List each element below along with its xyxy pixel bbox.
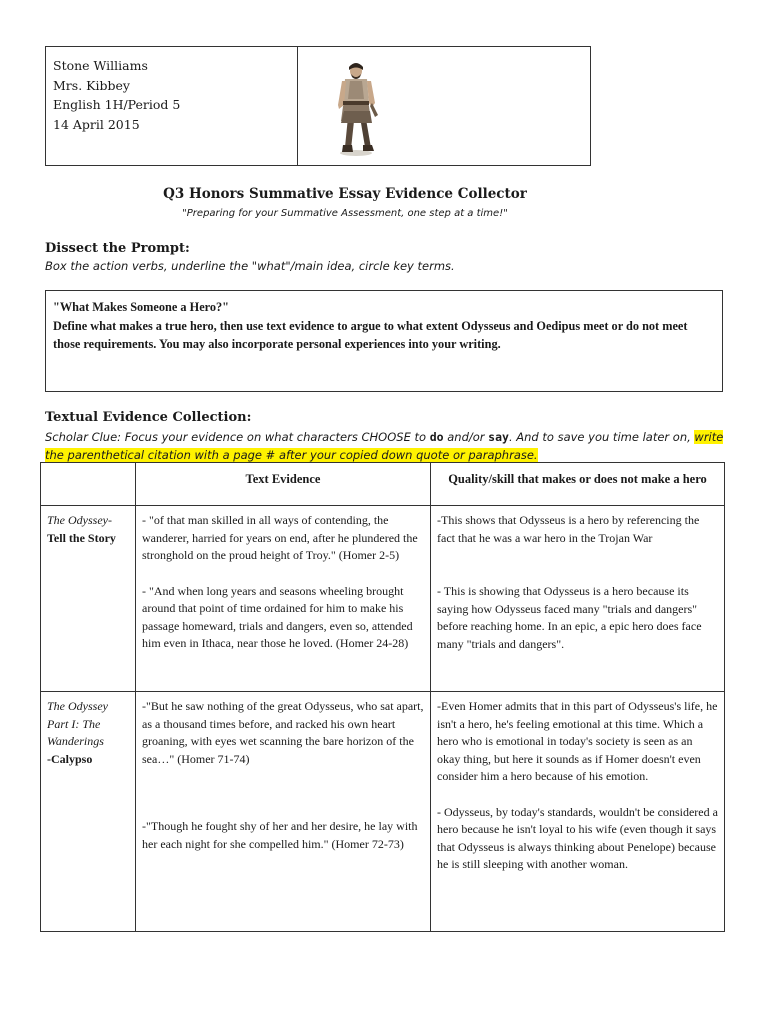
column-header-quality: Quality/skill that makes or does not make a hero — [431, 463, 725, 506]
scholar-clue — [45, 428, 725, 464]
document-subtitle: "Preparing for your Summative Assessment, one step at a time!" — [182, 208, 508, 219]
document-title: Q3 Honors Summative Essay Evidence Collector — [163, 186, 527, 202]
quality-note: -Even Homer admits that in this part of Odysseus's life, he isn't a hero, he's feeling emotional at this time. Which a hero who is emotional in today's society is seen as an okay thing, but here it sounds as if Homer doesn't even consider him a hero because of his emotion. — [437, 699, 718, 783]
evidence-quote: - "And when long years and seasons wheeling brought around that point of time ordained for him to make his passage homeward, trials and dangers, even so, attended him even in Ithaca, near those he loved. (Homer 24-28) — [142, 583, 413, 650]
hero-image-cell — [298, 47, 590, 165]
row-label — [41, 506, 136, 692]
row-label-section: Tell the Story — [47, 530, 116, 545]
quality-cell — [431, 692, 725, 932]
prompt-text: Define what makes a true hero, then use text evidence to argue to what extent Odysseus and Oedipus meet or do not meet those requirements. You may also incorporate personal experiences into your writing. — [53, 318, 688, 352]
quality-cell — [431, 506, 725, 692]
evidence-quote: -"But he saw nothing of the great Odysseus, who sat apart, as a thousand times before, and racked his own heart groaning, with eyes wet scanning the bare horizon of the sea…" (Homer 71-74) — [142, 699, 424, 766]
text-evidence-cell — [136, 692, 431, 932]
evidence-quote: - "of that man skilled in all ways of contending, the wanderer, harried for years on end, after he plundered the stronghold on the proud height of Troy." (Homer 2-5) — [142, 513, 418, 562]
evidence-table — [40, 462, 725, 932]
quality-note: - Odysseus, by today's standards, wouldn't be considered a hero because he isn't loyal to his wife (even though it says that Odysseus is always thinking about Penelope) because he is still sleeping with another woman. — [437, 804, 718, 871]
prompt-box — [45, 290, 723, 392]
dissect-instructions: Box the action verbs, underline the "what"/main idea, circle key terms. — [45, 259, 455, 273]
evidence-quote: -"Though he fought shy of her and her desire, he lay with her each night for she compelled him." (Homer 72-73) — [142, 819, 418, 851]
student-name: Stone Williams — [53, 58, 148, 73]
table-row — [41, 506, 725, 692]
table-header-row — [41, 463, 725, 506]
table-row — [41, 692, 725, 932]
quality-note: -This shows that Odysseus is a hero by referencing the fact that he was a war hero in the Trojan War — [437, 513, 700, 545]
clue-highlight: write the parenthetical citation with a page # after your copied down quote or paraphrase. — [45, 430, 724, 462]
row-label-work: The Odyssey Part I: The Wanderings — [47, 699, 108, 748]
row-label — [41, 692, 136, 932]
clue-keyword-do: do — [429, 430, 444, 444]
clue-mid: and/or — [443, 430, 489, 444]
warrior-figure-image — [328, 59, 388, 157]
course-period: English 1H/Period 5 — [53, 97, 181, 112]
clue-part1: Scholar Clue: Focus your evidence on what characters CHOOSE to — [45, 430, 430, 444]
quality-note: - This is showing that Odysseus is a hero because its saying how Odysseus faced many "trials and dangers" before reaching home. In an epic, a epic hero does face many "trials and dangers". — [437, 584, 702, 651]
student-info — [46, 47, 298, 165]
column-header-label — [41, 463, 136, 506]
evidence-heading: Textual Evidence Collection: — [45, 410, 252, 425]
header-box — [45, 46, 591, 166]
text-evidence-cell — [136, 506, 431, 692]
prompt-question: "What Makes Someone a Hero?" — [53, 300, 230, 314]
teacher-name: Mrs. Kibbey — [53, 77, 130, 93]
column-header-text-evidence: Text Evidence — [136, 463, 431, 506]
clue-part2: . And to save you time later on, — [508, 430, 695, 444]
dissect-heading: Dissect the Prompt: — [45, 241, 190, 256]
clue-keyword-say: say — [488, 430, 509, 444]
date: 14 April 2015 — [53, 116, 140, 132]
row-label-section: -Calypso — [47, 751, 93, 766]
row-label-work: The Odyssey- — [47, 513, 112, 527]
